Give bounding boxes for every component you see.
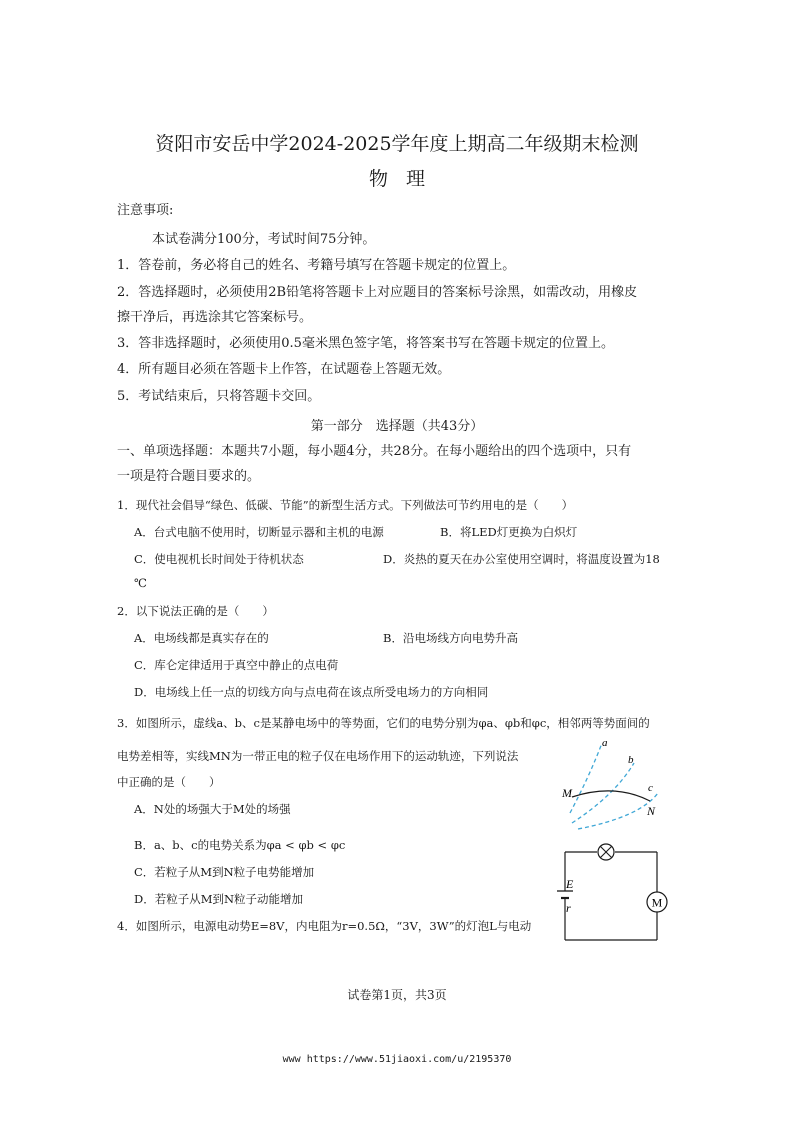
q2-option-a: A．电场线都是真实存在的 — [134, 631, 269, 645]
label-a: a — [602, 737, 608, 749]
q3-option-c: C．若粒子从M到N粒子电势能增加 — [134, 865, 315, 879]
q4-stem: 4．如图所示，电源电动势E=8V，内电阻为r=0.5Ω，“3V，3W”的灯泡L与电动 — [117, 919, 532, 933]
motor-icon — [647, 892, 667, 912]
q1-option-d: D．炎热的夏天在办公室使用空调时，将温度设置为18 — [383, 552, 660, 566]
notice-item: 擦干净后，再选涂其它答案标号。 — [117, 310, 313, 325]
svg-text:M: M — [651, 895, 663, 910]
section-title: 第一部分 选择题（共43分） — [310, 419, 484, 434]
q3-stem: 3．如图所示，虚线a、b、c是某静电场中的等势面，它们的电势分别为φa、φb和φc，相邻两等势面间的 — [117, 716, 650, 730]
label-n: N — [647, 804, 656, 818]
label-b: b — [628, 754, 634, 766]
notice-item: 5．考试结束后，只将答题卡交回。 — [117, 389, 321, 404]
battery-icon — [557, 891, 573, 898]
notice-heading: 注意事项: — [117, 203, 174, 218]
section-instructions: 一、单项选择题：本题共7小题，每小题4分，共28分。在每小题给出的四个选项中，只有 — [117, 444, 632, 459]
equipotential-line-a — [570, 743, 602, 813]
q1-option-b: B．将LED灯更换为白炽灯 — [440, 525, 578, 539]
notice-item: 4．所有题目必须在答题卡上作答，在试题卷上答题无效。 — [117, 362, 451, 377]
subject-title: 物理 — [368, 168, 443, 190]
page-footer: 试卷第1页，共3页 — [347, 988, 447, 1002]
q2-option-b: B．沿电场线方向电势升高 — [383, 631, 518, 645]
equipotential-figure — [550, 735, 680, 830]
notice-item: 1．答卷前，务必将自己的姓名、考籍号填写在答题卡规定的位置上。 — [117, 258, 516, 273]
q2-option-c: C．库仑定律适用于真空中静止的点电荷 — [134, 658, 339, 672]
label-m: M — [562, 786, 572, 800]
equipotential-line-b — [572, 763, 634, 823]
q1-option-a: A．台式电脑不使用时，切断显示器和主机的电源 — [134, 525, 384, 539]
q1-option-d-cont: ℃ — [134, 576, 147, 590]
notice-item: 3．答非选择题时，必须使用0.5毫米黑色签字笔，将答案书写在答题卡规定的位置上。 — [117, 336, 614, 351]
q3-option-b: B．a、b、c的电势关系为φa < φb < φc — [134, 838, 346, 852]
exam-title: 资阳市安岳中学2024-2025学年度上期高二年级期末检测 — [155, 133, 639, 155]
lamp-icon — [598, 844, 614, 860]
q2-option-d: D．电场线上任一点的切线方向与点电荷在该点所受电场力的方向相同 — [134, 685, 489, 699]
label-e: E — [566, 877, 574, 891]
q3-option-d: D．若粒子从M到N粒子动能增加 — [134, 892, 304, 906]
watermark-url: www https://www.51jiaoxi.com/u/2195370 — [282, 1054, 512, 1065]
circuit-figure — [555, 836, 670, 948]
q3-stem-cont: 电势差相等，实线MN为一带正电的粒子仅在电场作用下的运动轨迹，下列说法 — [117, 749, 519, 763]
q1-option-c: C．使电视机长时间处于待机状态 — [134, 552, 304, 566]
q1-stem: 1．现代社会倡导“绿色、低碳、节能”的新型生活方式。下列做法可节约用电的是（ ） — [117, 498, 574, 512]
q2-stem: 2．以下说法正确的是（ ） — [117, 604, 274, 618]
label-c: c — [648, 782, 653, 794]
label-r: r — [566, 901, 571, 915]
notice-item: 2．答选择题时，必须使用2B铅笔将答题卡上对应题目的答案标号涂黑，如需改动，用橡皮 — [117, 285, 638, 300]
q3-stem-cont: 中正确的是（ ） — [117, 775, 221, 789]
notice-intro: 本试卷满分100分，考试时间75分钟。 — [152, 232, 376, 247]
q3-option-a: A．N处的场强大于M处的场强 — [134, 802, 291, 816]
section-instructions-cont: 一项是符合题目要求的。 — [117, 469, 261, 484]
